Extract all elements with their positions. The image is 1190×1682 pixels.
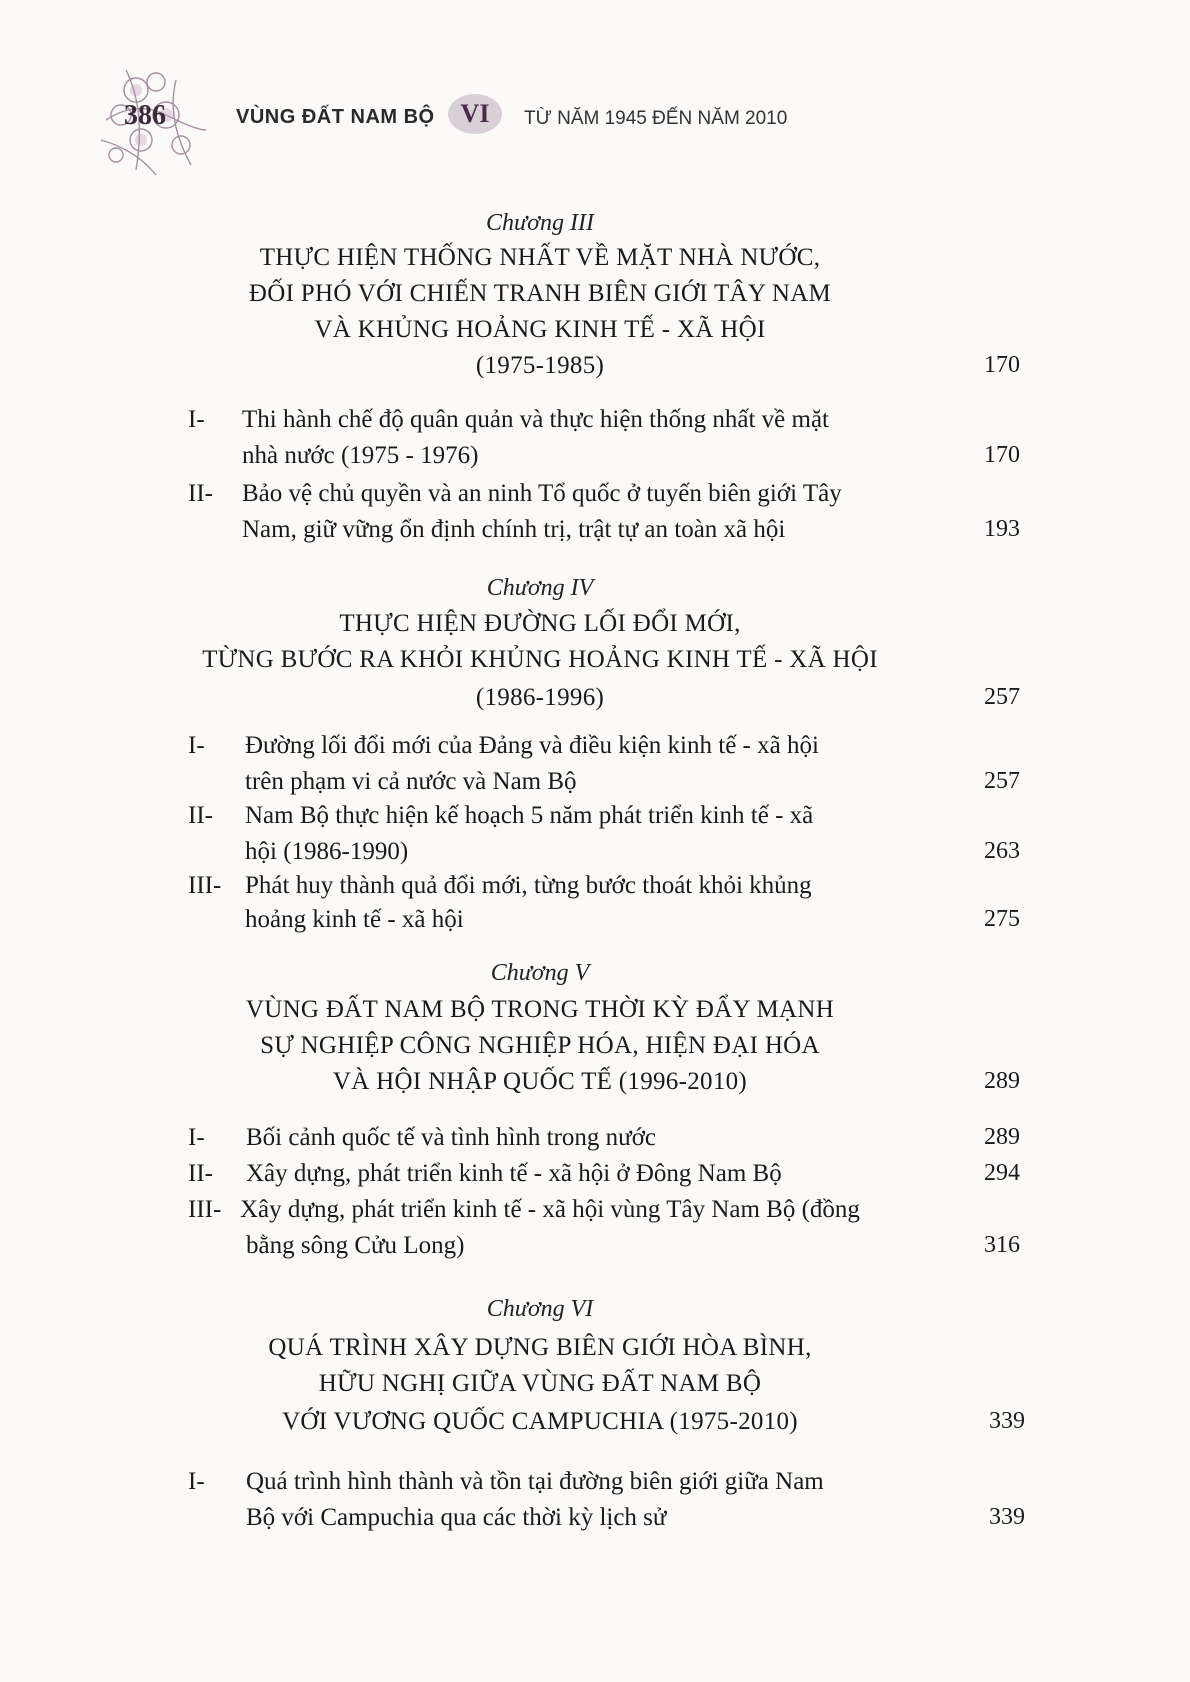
section-text: Nam Bộ thực hiện kế hoạch 5 năm phát triển kinh tế - xã — [245, 802, 814, 829]
chapter-page: 170 — [984, 352, 1020, 378]
section-text: hội (1986-1990) — [245, 838, 409, 865]
section-number: II- — [188, 480, 213, 507]
chapter-title-line: VÀ KHỦNG HOẢNG KINH TẾ - XÃ HỘI — [314, 316, 766, 343]
section-text: Bảo vệ chủ quyền và an ninh Tổ quốc ở tuyến biên giới Tây — [242, 480, 842, 507]
chapter-title-line: THỰC HIỆN ĐƯỜNG LỐI ĐỔI MỚI, — [339, 610, 741, 637]
section-page: 275 — [984, 906, 1020, 932]
section-text: Đường lối đổi mới của Đảng và điều kiện kinh tế - xã hội — [245, 732, 819, 759]
section-number: II- — [188, 1160, 213, 1187]
chapter-title-line: THỰC HIỆN THỐNG NHẤT VỀ MẶT NHÀ NƯỚC, — [259, 244, 821, 271]
section-number: III- — [188, 1196, 222, 1223]
section-text: Xây dựng, phát triển kinh tế - xã hội vùng Tây Nam Bộ (đồng — [240, 1196, 860, 1223]
book-title: VÙNG ĐẤT NAM BỘ — [236, 106, 435, 128]
section-page: 339 — [989, 1504, 1025, 1530]
chapter-page: 257 — [984, 684, 1020, 710]
chapter-label: Chương VI — [486, 1296, 594, 1322]
book-subtitle: TỪ NĂM 1945 ĐẾN NĂM 2010 — [524, 108, 788, 129]
chapter-label: Chương IV — [486, 575, 594, 601]
chapter-title-line: VÀ HỘI NHẬP QUỐC TẾ (1996-2010) — [332, 1068, 748, 1095]
section-page: 294 — [984, 1160, 1020, 1186]
section-text: hoảng kinh tế - xã hội — [245, 906, 464, 933]
section-page: 257 — [984, 768, 1020, 794]
section-text: Xây dựng, phát triển kinh tế - xã hội ở Đông Nam Bộ — [246, 1160, 782, 1187]
chapter-title-line: (1986-1996) — [475, 684, 605, 711]
chapter-title-line: SỰ NGHIỆP CÔNG NGHIỆP HÓA, HIỆN ĐẠI HÓA — [260, 1032, 820, 1059]
chapter-label: Chương III — [486, 210, 594, 236]
section-text: Bối cảnh quốc tế và tình hình trong nước — [246, 1124, 657, 1151]
chapter-title-line: (1975-1985) — [475, 352, 605, 379]
chapter-title-line: VỚI VƯƠNG QUỐC CAMPUCHIA (1975-2010) — [282, 1408, 798, 1435]
section-text: Quá trình hình thành và tồn tại đường biên giới giữa Nam — [246, 1468, 824, 1495]
section-text: Thi hành chế độ quân quản và thực hiện thống nhất về mặt — [242, 406, 829, 433]
page-number: 386 — [124, 100, 166, 131]
section-text: trên phạm vi cả nước và Nam Bộ — [245, 768, 577, 795]
section-number: I- — [188, 1124, 205, 1151]
section-page: 289 — [984, 1124, 1020, 1150]
section-number: III- — [188, 872, 222, 899]
section-page: 193 — [984, 516, 1020, 542]
section-text: nhà nước (1975 - 1976) — [242, 442, 479, 469]
section-text: Nam, giữ vững ổn định chính trị, trật tự an toàn xã hội — [242, 516, 786, 543]
section-text: Phát huy thành quả đổi mới, từng bước thoát khỏi khủng — [245, 872, 812, 899]
chapter-title-line: VÙNG ĐẤT NAM BỘ TRONG THỜI KỲ ĐẨY MẠNH — [245, 996, 835, 1023]
chapter-label: Chương V — [490, 960, 590, 986]
section-page: 170 — [984, 442, 1020, 468]
section-number: II- — [188, 802, 213, 829]
chapter-title-line: ĐỐI PHÓ VỚI CHIẾN TRANH BIÊN GIỚI TÂY NAM — [248, 280, 832, 307]
chapter-title-line: QUÁ TRÌNH XÂY DỰNG BIÊN GIỚI HÒA BÌNH, — [268, 1334, 812, 1361]
section-page: 316 — [984, 1232, 1020, 1258]
chapter-page: 339 — [989, 1408, 1025, 1434]
section-page: 263 — [984, 838, 1020, 864]
section-number: I- — [188, 406, 205, 433]
section-text: bằng sông Cửu Long) — [246, 1232, 465, 1259]
chapter-page: 289 — [984, 1068, 1020, 1094]
section-text: Bộ với Campuchia qua các thời kỳ lịch sử — [246, 1504, 667, 1531]
chapter-title-line: TỪNG BƯỚC RA KHỎI KHỦNG HOẢNG KINH TẾ - XÃ HỘI — [202, 646, 878, 673]
chapter-title-line: HỮU NGHỊ GIỮA VÙNG ĐẤT NAM BỘ — [318, 1370, 762, 1397]
section-number: I- — [188, 1468, 205, 1495]
volume-badge: VI — [448, 94, 502, 134]
section-number: I- — [188, 732, 205, 759]
